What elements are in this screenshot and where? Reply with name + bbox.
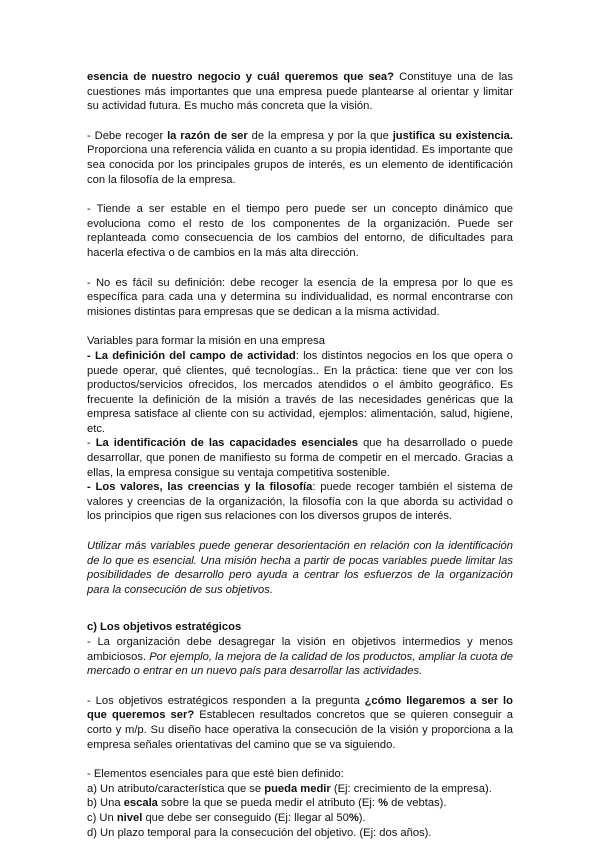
text: de vebtas). [388,797,447,810]
bold-text: % [378,797,389,810]
text: c) Un [87,811,117,824]
element-b [87,796,513,811]
text: que debe ser conseguido (Ej: llegar al 50 [142,811,349,824]
section-heading-objectives: c) Los objetivos estratégicos [87,621,242,634]
elements-list [87,767,513,840]
text: - Debe recoger [87,129,168,142]
element-d: d) Un plazo temporal para la consecución del objetivo. (Ej: dos años). [87,826,432,839]
text: que ha desarrollado o puede desarrollar, que ponen de manifiesto su forma de competir en el mercado. Gracias a ellas, la empresa consigue su ventaja competitiva sostenible. [87,437,513,479]
variable-activity-field [87,349,513,437]
bold-text: - Los valores, las creencias y la filosofía [87,481,313,494]
bold-text: - La definición del campo de actividad [87,349,296,362]
bold-text: La identificación de las capacidades esenciales [95,437,359,450]
paragraph-definition: - No es fácil su definición: debe recoger la esencia de la empresa por lo que es específica para cada una y determina su individualidad, es normal encontrarse con misiones distintas para empresas que se dedican a la misma actividad. [87,276,513,318]
text: Proporciona una referencia válida en cuanto a su propia identidad. Es importante que sea conocida por los principales grupos de interés, es un elemento de identificación con la filosofía de la empresa. [87,144,513,186]
variable-capabilities [87,436,513,480]
variable-values [87,480,513,524]
variables-block [87,334,513,524]
text: a) Un atributo/característica que se [87,782,265,795]
element-c [87,811,513,826]
document-page [87,70,513,840]
elements-intro: - Elementos esenciales para que esté bien definido: [87,768,344,781]
bold-text: la razón de ser [167,129,248,142]
text: : puede recoger también el sistema de valores y creencias de la organización, la filosofía con la que aborda su actividad o los principios que rigen sus relaciones con los diversos grupos de interés. [87,481,513,523]
bold-text: nivel [116,811,143,824]
text: b) Una [87,797,124,810]
text: ). [358,811,366,824]
italic-text: Por ejemplo, la mejora de la calidad de los productos, ampliar la cuota de mercado o entrar en un nuevo país para desarrollar las actividades. [87,650,513,678]
italic-note: Utilizar más variables puede generar desorientación en relación con la identificación de lo que es esencial. Una misión hecha a partir de pocas variables puede limitar las posibilidades de desarrollo pero ayuda a centrar los esfuerzos de la organización para la consecución de sus objetivos. [87,540,513,596]
text: - [87,437,96,450]
text: - Los objetivos estratégicos responden a la pregunta [87,694,365,707]
bold-text: ¿cómo llegaremos a ser lo que queremos ser? [87,694,513,722]
bold-text: % [348,811,359,824]
text: Constituye una de las cuestiones más importantes que una empresa puede plantearse al orientar y limitar su actividad futura. Es mucho más concreta que la visión. [87,71,513,113]
bold-text: escala [123,797,158,810]
bold-text: justifica su existencia. [392,129,514,142]
paragraph-mission-intro [87,70,513,114]
paragraph-objectives-1 [87,635,513,679]
text: - La organización debe desagregar la visión en objetivos intermedios y menos ambiciosos. [87,636,513,663]
element-a [87,782,513,797]
text: Establecen resultados concretos que se quieren conseguir a corto y m/p. Su diseño hace operativa la consecución de la visión y proporciona a la empresa señales orientativas del camino que se va siguiendo. [87,709,513,751]
text: (Ej: crecimiento de la empresa). [330,782,492,795]
variables-intro: Variables para formar la misión en una empresa [87,335,325,348]
bold-text: pueda medir [264,782,331,795]
paragraph-reason [87,129,513,187]
bold-text: esencia de nuestro negocio y cuál queremos que sea? [87,71,394,83]
paragraph-objectives-2 [87,694,513,752]
text: sobre la que se pueda medir el atributo (Ej: [157,797,379,810]
paragraph-stable: - Tiende a ser estable en el tiempo pero puede ser un concepto dinámico que evoluciona como el resto de los componentes de la organización. Puede ser replanteada como consecuencia de los cambios del entorno, de dificultades para hacerla efectiva o de cambios en la más alta dirección. [87,203,513,259]
text: : los distintos negocios en los que opera o puede operar, qué clientes, qué tecnologías.. En la práctica: tiene que ver con los productos/servicios ofrecidos, los mercados atendidos o el ámbito geográfico. Es frecuente la definición de la misión a través de las necesidades genéricas que la empresa satisface al cliente con su actividad, ejemplos: alimentación, salud, higiene, etc. [87,349,513,435]
text: de la empresa y por la que [247,129,393,142]
